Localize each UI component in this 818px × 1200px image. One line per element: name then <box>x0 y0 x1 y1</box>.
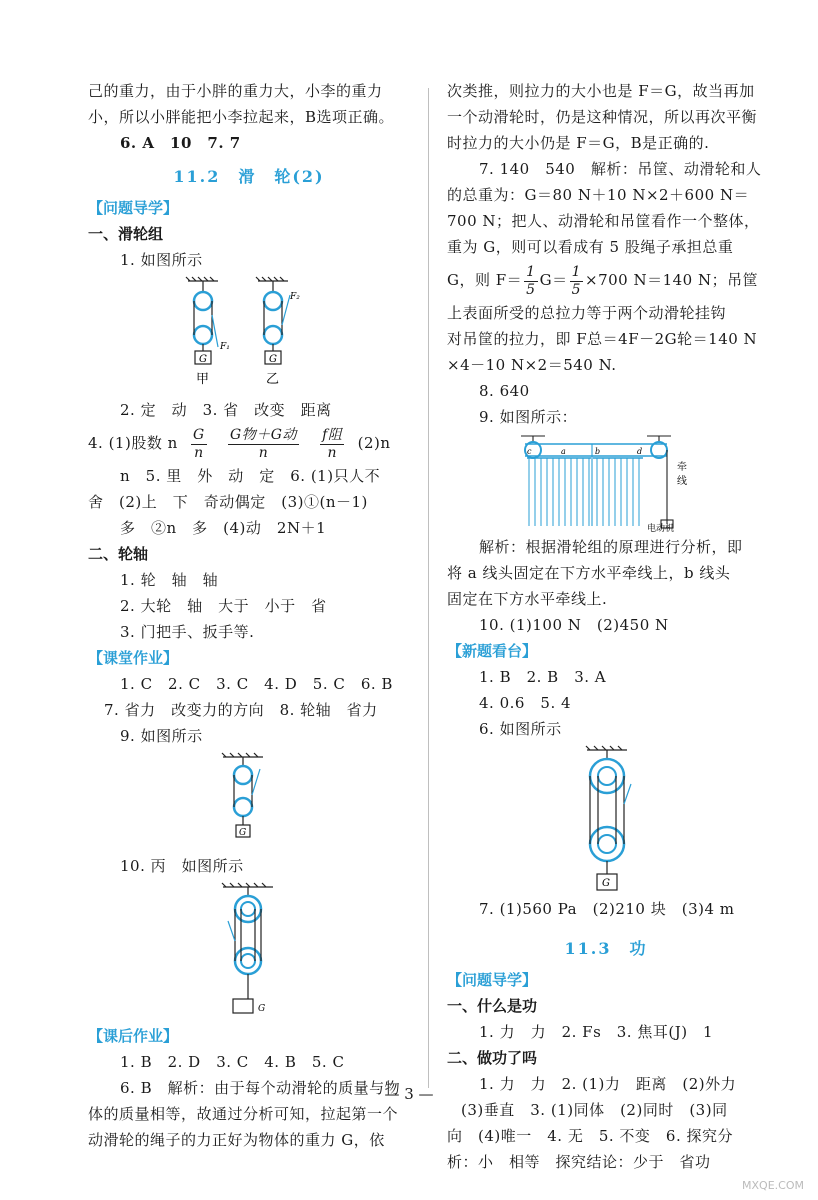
text-line: 6. A 10 7. 7 <box>120 134 241 152</box>
column-divider <box>428 88 429 1088</box>
text-line: 重为 G，则可以看成有 5 股绳子承担总重 <box>447 238 734 256</box>
denominator: 5 <box>571 281 581 298</box>
text-line: 1. 轮 轴 轴 <box>120 571 219 589</box>
text-line: 1. 力 力 2. (1)力 距离 (2)外力 <box>479 1075 737 1093</box>
label-xian: 线 <box>677 476 687 487</box>
label-motor: 电动机 <box>647 524 675 532</box>
label-g: G <box>258 1004 266 1014</box>
r8-a: G，则 F＝ <box>447 271 523 289</box>
text-line: 7. (1)560 Pa (2)210 块 (3)4 m <box>479 900 735 918</box>
numerator: 1 <box>571 263 581 280</box>
text-line: 7. 140 540 解析：吊筐、动滑轮和人 <box>479 160 762 178</box>
text-line: 小，所以小胖能把小李拉起来，B选项正确。 <box>88 108 395 126</box>
label-c: c <box>527 447 532 456</box>
watermark: MXQE.COM <box>742 1179 804 1192</box>
fraction <box>570 264 583 299</box>
text-line: 4. 0.6 5. 4 <box>479 694 572 712</box>
text-line: (3)垂直 3. (1)同体 (2)同时 (3)同 <box>461 1101 728 1119</box>
pulley-figure-10 <box>88 881 348 1021</box>
text-line: 1. 如图所示 <box>120 251 203 269</box>
section-tag: 【问题导学】 <box>88 199 179 217</box>
heading: 二、做功了吗 <box>447 1049 538 1067</box>
section-title: 11.3 功 <box>564 939 648 958</box>
left-column <box>88 78 410 1153</box>
text-line: n 5. 里 外 动 定 6. (1)只人不 <box>120 467 381 485</box>
pulley-figure-9 <box>88 751 348 851</box>
text-line: 向 (4)唯一 4. 无 5. 不变 6. 探究分 <box>447 1127 733 1145</box>
section-title: 11.2 滑 轮(2) <box>173 167 325 186</box>
label-a: a <box>561 447 566 456</box>
fraction <box>191 427 207 462</box>
numerator: G <box>193 426 205 443</box>
text-line: 解析：根据滑轮组的原理进行分析，即 <box>479 538 743 556</box>
q4-prefix: 4. (1)股数 n <box>88 434 178 452</box>
text-line: 2. 定 动 3. 省 改变 距离 <box>120 401 332 419</box>
label-b: b <box>595 447 601 456</box>
text-line: 1. B 2. D 3. C 4. B 5. C <box>120 1053 345 1071</box>
denominator: n <box>258 444 269 461</box>
formula-line <box>447 260 765 300</box>
fraction <box>524 264 537 299</box>
q4-suffix: (2)n <box>357 434 391 452</box>
label-g: G <box>269 354 277 365</box>
page-number: — 3 — <box>384 1085 434 1103</box>
text-line: 体的质量相等，故通过分析可知，拉起第一个 <box>88 1105 399 1123</box>
text-line: 舍 (2)上 下 奇动偶定 (3)①(n－1) <box>88 493 368 511</box>
text-line: 的总重为：G＝80 N＋10 N×2＋600 N＝ <box>447 186 750 204</box>
label-g: G <box>239 828 247 838</box>
heading: 二、轮轴 <box>88 545 149 563</box>
text-line: 9. 如图所示 <box>120 727 203 745</box>
label-f2: F₂ <box>290 292 300 302</box>
label-yi: 乙 <box>266 372 280 387</box>
text-line: 动滑轮的绳子的力正好为物体的重力 G，依 <box>88 1131 385 1149</box>
section-tag: 【问题导学】 <box>447 971 538 989</box>
section-tag: 【课后作业】 <box>88 1027 179 1045</box>
text-line: 6. 如图所示 <box>479 720 562 738</box>
text-line: 6. B 解析：由于每个动滑轮的质量与物 <box>120 1079 401 1097</box>
text-line: 析：小 相等 探究结论：少于 省功 <box>447 1153 711 1171</box>
text-line: 10. (1)100 N (2)450 N <box>479 616 669 634</box>
text-line: 2. 大轮 轴 大于 小于 省 <box>120 597 327 615</box>
text-line: 己的重力，由于小胖的重力大，小李的重力 <box>88 82 383 100</box>
label-g: G <box>602 878 610 889</box>
numerator: 1 <box>526 263 536 280</box>
text-line: 对吊筐的拉力，即 F总＝4F－2G轮＝140 N <box>447 330 758 348</box>
text-line: 多 ②n 多 (4)动 2N＋1 <box>120 519 327 537</box>
heading: 一、什么是功 <box>447 997 538 1015</box>
text-line: 9. 如图所示： <box>479 408 578 426</box>
r8-c: ×700 N＝140 N；吊筐 <box>585 271 759 289</box>
section-tag: 【课堂作业】 <box>88 649 179 667</box>
label-qian: 牵 <box>677 462 687 473</box>
text-line: 3. 门把手、扳手等. <box>120 623 255 641</box>
label-f1: F₁ <box>220 342 230 352</box>
curtain-pulley-figure <box>447 432 765 532</box>
formula-line <box>88 423 410 463</box>
label-jia: 甲 <box>196 372 210 387</box>
text-line: 将 a 线头固定在下方水平牵线上，b 线头 <box>447 564 731 582</box>
text-line: 8. 640 <box>479 382 530 400</box>
right-column <box>447 78 765 1175</box>
denominator: n <box>327 444 338 461</box>
label-d: d <box>637 447 643 456</box>
text-line: 时拉力的大小仍是 F＝G，B是正确的. <box>447 134 710 152</box>
label-g: G <box>199 354 207 365</box>
section-tag: 【新题看台】 <box>447 642 538 660</box>
text-line: 7. 省力 改变力的方向 8. 轮轴 省力 <box>104 701 378 719</box>
text-line: 上表面所受的总拉力等于两个动滑轮挂钩 <box>447 304 727 322</box>
heading: 一、滑轮组 <box>88 225 164 243</box>
numerator: G物＋G动 <box>230 426 297 443</box>
text-line: ×4－10 N×2＝540 N. <box>447 356 617 374</box>
text-line: 次类推，则拉力的大小也是 F＝G，故当再加 <box>447 82 755 100</box>
denominator: 5 <box>526 281 536 298</box>
text-line: 一个动滑轮时，仍是这种情况，所以再次平衡 <box>447 108 758 126</box>
text-line: 10. 丙 如图所示 <box>120 857 244 875</box>
pulley-figure-jia-yi <box>88 275 348 395</box>
text-line: 固定在下方水平牵线上. <box>447 590 608 608</box>
text-line: 1. C 2. C 3. C 4. D 5. C 6. B <box>120 675 393 693</box>
numerator: f阻 <box>322 426 343 443</box>
fraction <box>228 427 299 462</box>
text-line: 1. 力 力 2. Fs 3. 焦耳(J) 1 <box>479 1023 714 1041</box>
denominator: n <box>194 444 204 461</box>
text-line: 700 N；把人、动滑轮和吊筐看作一个整体， <box>447 212 760 230</box>
text-line: 1. B 2. B 3. A <box>479 668 607 686</box>
pulley-figure-6 <box>447 744 765 894</box>
r8-b: G＝ <box>539 271 568 289</box>
fraction <box>320 427 344 462</box>
